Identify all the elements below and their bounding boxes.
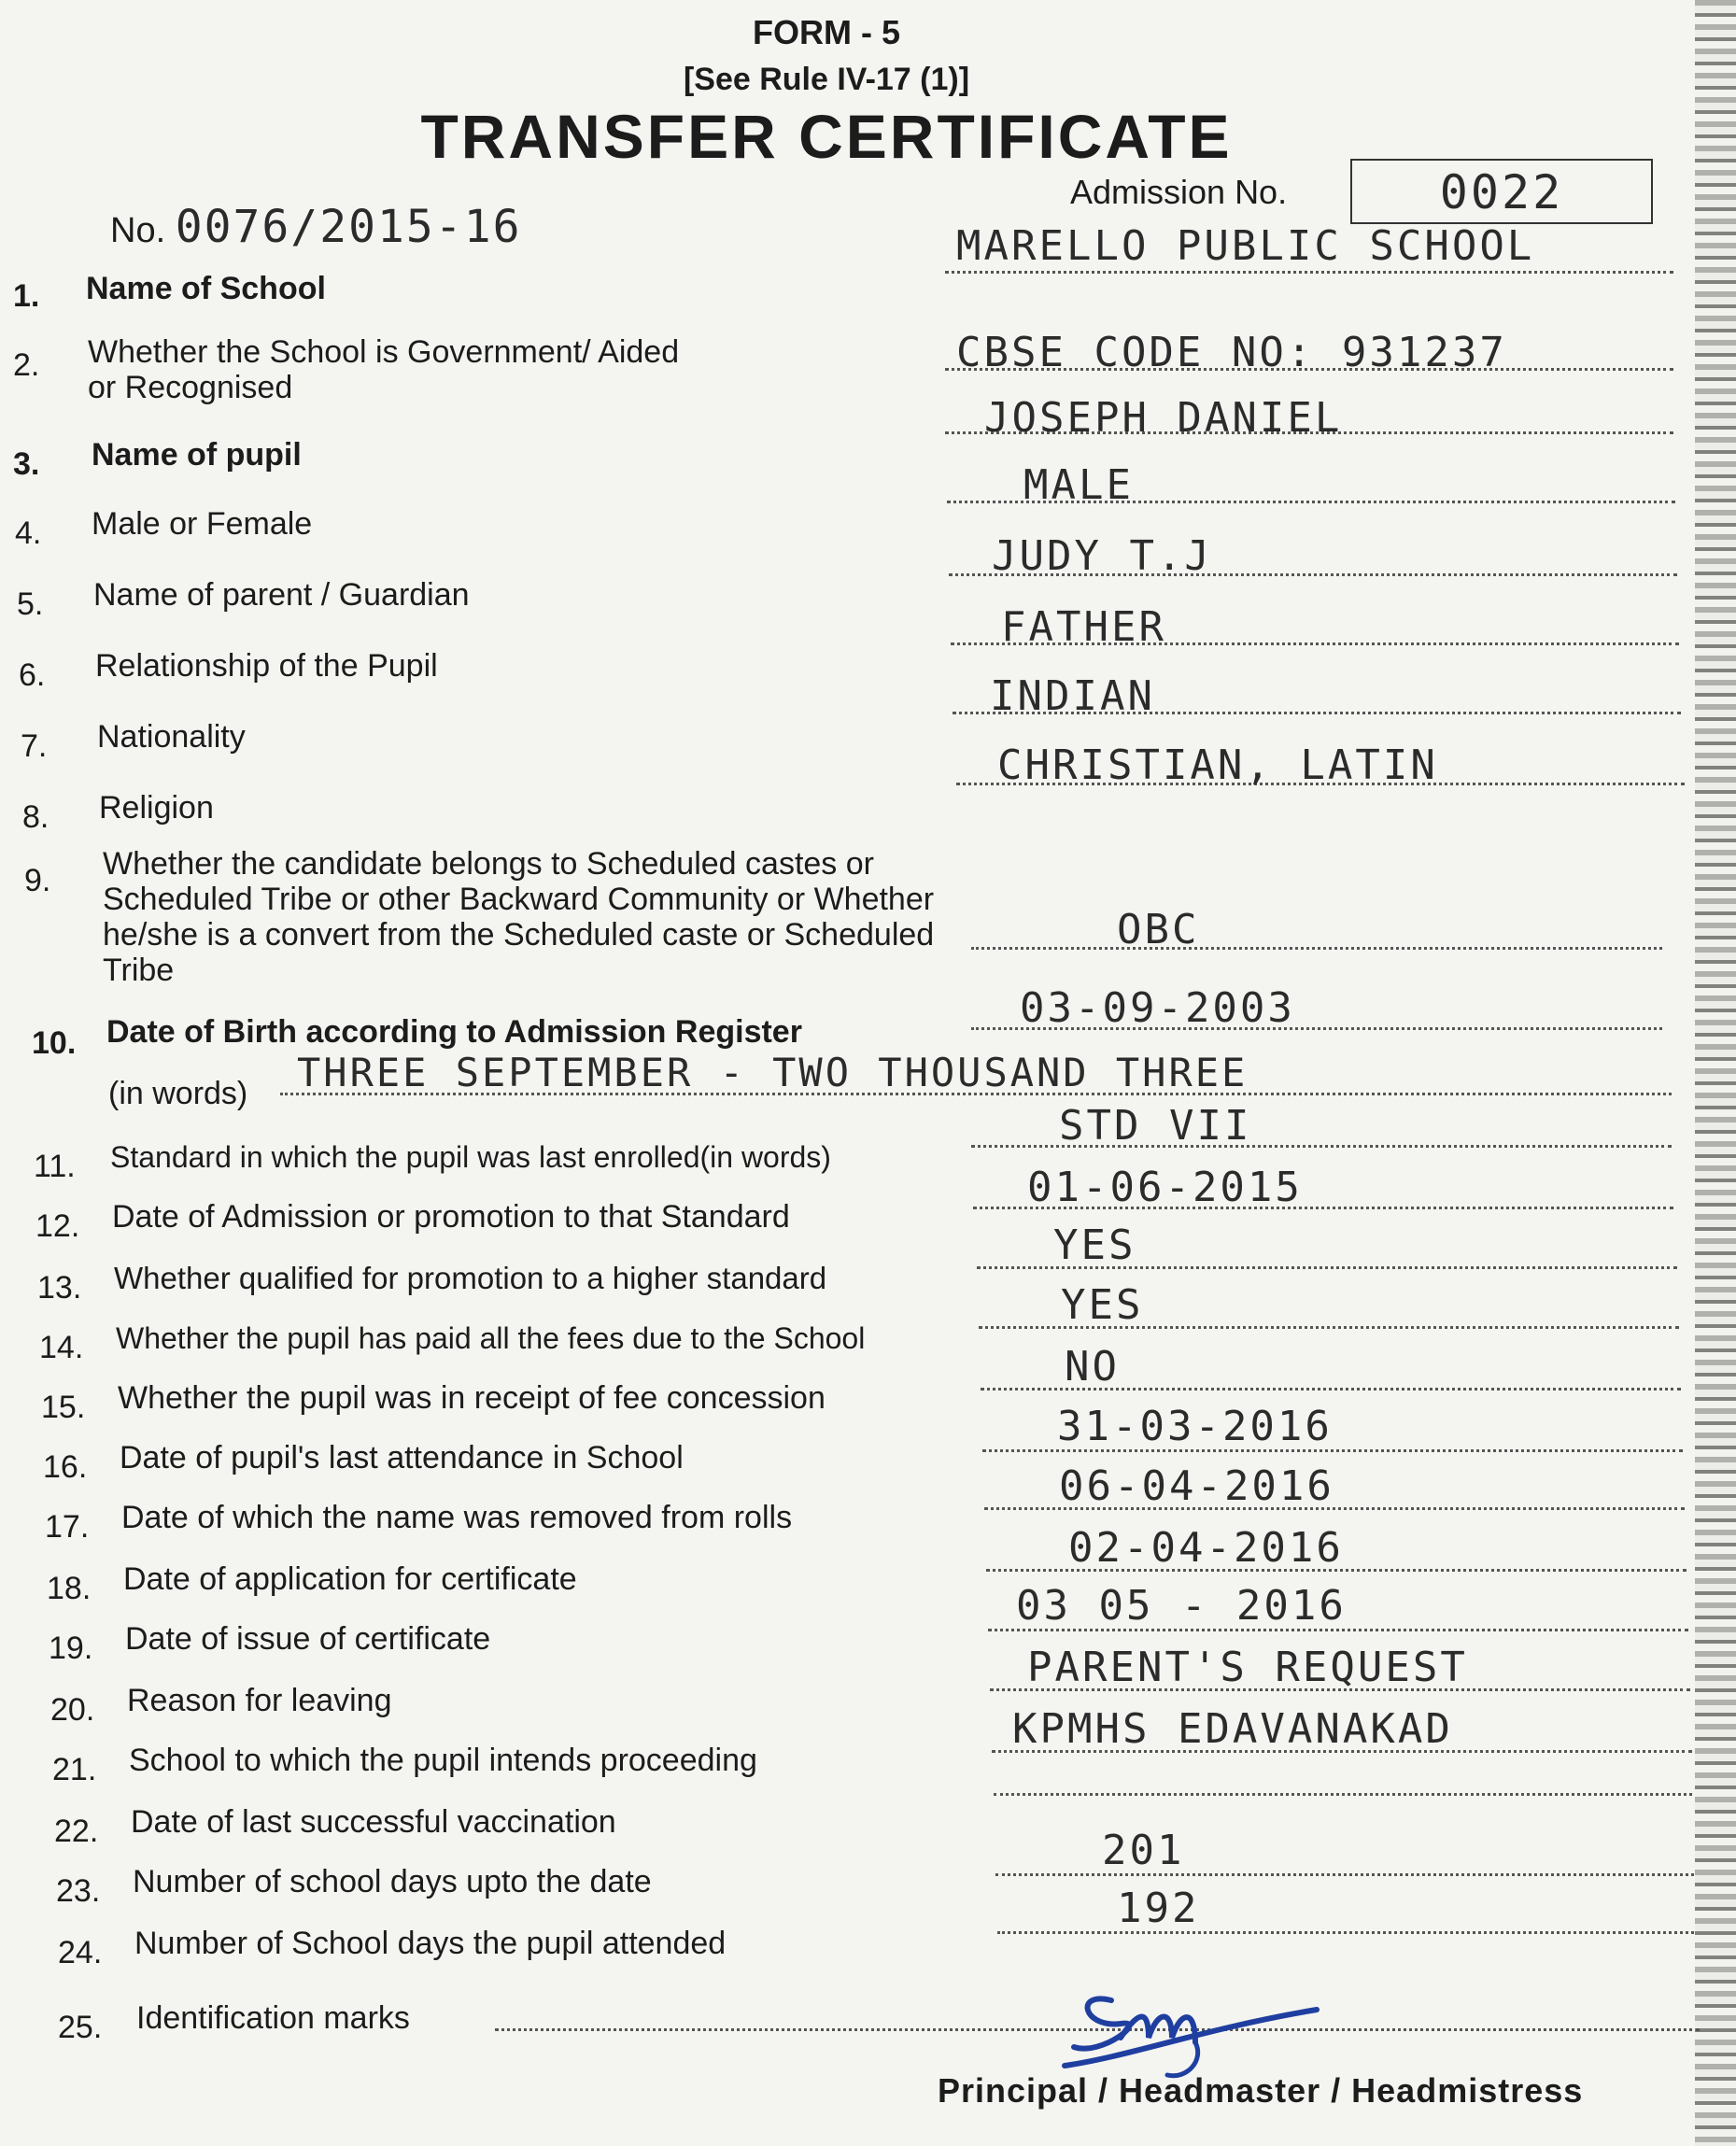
field-value-date-of-birth: 03-09-2003 <box>1020 984 1295 1032</box>
field-label-promotion-qualified: Whether qualified for promotion to a higher standard <box>114 1261 827 1295</box>
field-label-fee-concession: Whether the pupil was in receipt of fee concession <box>118 1380 826 1416</box>
field-value-removed-from-rolls: 06-04-2016 <box>1059 1462 1334 1510</box>
field-number: 5. <box>17 586 44 622</box>
field-value-last-attendance: 31-03-2016 <box>1057 1403 1333 1450</box>
dotted-line <box>971 947 1662 950</box>
field-number: 16. <box>43 1449 88 1485</box>
field-number: 8. <box>22 799 49 835</box>
field-value-issue-date: 03 05 - 2016 <box>1016 1582 1347 1630</box>
field-number: 23. <box>56 1873 101 1909</box>
field-label-days-attended: Number of School days the pupil attended <box>134 1926 727 1961</box>
field-number: 20. <box>50 1692 95 1728</box>
field-label-gender: Male or Female <box>92 506 313 542</box>
field-value-proceeding-school: KPMHS EDAVANAKAD <box>1012 1705 1453 1753</box>
field-number: 22. <box>54 1814 99 1849</box>
field-label-last-attendance: Date of pupil's last attendance in School <box>120 1440 684 1475</box>
field-label-application-date: Date of application for certificate <box>123 1561 577 1597</box>
field-number: 2. <box>13 347 40 383</box>
admission-number-box: 0022 <box>1350 159 1653 224</box>
field-value-dob-in-words: THREE SEPTEMBER - TWO THOUSAND THREE <box>297 1050 1249 1095</box>
field-value-application-date: 02-04-2016 <box>1068 1524 1344 1572</box>
field-value-relationship: FATHER <box>1001 603 1166 651</box>
form-number: FORM - 5 <box>753 13 900 51</box>
field-value-days-attended: 192 <box>1117 1885 1200 1932</box>
field-value-fees-paid: YES <box>1061 1281 1144 1329</box>
field-value-nationality: INDIAN <box>990 672 1155 720</box>
field-number: 18. <box>47 1571 92 1606</box>
field-value-school-type: CBSE CODE NO: 931237 <box>956 329 1507 376</box>
field-number: 1. <box>13 278 40 314</box>
dotted-line <box>994 1793 1692 1796</box>
field-number: 25. <box>58 2010 103 2045</box>
field-label-school-days-total: Number of school days upto the date <box>133 1864 652 1899</box>
field-label-date-of-birth: Date of Birth according to Admission Register <box>106 1014 802 1050</box>
field-value-admission-date: 01-06-2015 <box>1027 1164 1303 1211</box>
field-number: 21. <box>52 1752 97 1787</box>
field-label-school-name: Name of School <box>86 271 326 306</box>
field-value-promotion-qualified: YES <box>1053 1221 1136 1269</box>
field-number: 11. <box>34 1149 76 1184</box>
spiral-binding-edge <box>1695 0 1736 2146</box>
field-number: 15. <box>41 1390 86 1425</box>
dotted-line <box>995 1873 1694 1876</box>
field-value-school-days-total: 201 <box>1102 1827 1185 1874</box>
field-label-proceeding-school: School to which the pupil intends proceeding <box>129 1743 757 1778</box>
field-value-religion: CHRISTIAN, LATIN <box>997 741 1438 789</box>
document-title: TRANSFER CERTIFICATE <box>420 102 1233 171</box>
field-label-school-type: Whether the School is Government/ Aided or Recognised <box>88 334 680 405</box>
field-number: 10. <box>32 1025 77 1061</box>
field-label-pupil-name: Name of pupil <box>92 437 302 473</box>
field-label-last-standard: Standard in which the pupil was last enrolled(in words) <box>110 1140 831 1174</box>
certificate-number-value: 0076/2015-16 <box>175 201 522 253</box>
field-number: 13. <box>37 1270 82 1306</box>
field-number: 7. <box>21 728 48 764</box>
field-label-relationship: Relationship of the Pupil <box>95 648 438 684</box>
signatory-title: Principal / Headmaster / Headmistress <box>938 2071 1584 2110</box>
field-number: 24. <box>58 1935 103 1970</box>
field-label-vaccination-date: Date of last successful vaccination <box>131 1804 616 1840</box>
field-label-removed-from-rolls: Date of which the name was removed from rolls <box>121 1500 793 1535</box>
field-number: 14. <box>39 1330 84 1365</box>
field-label-reason-for-leaving: Reason for leaving <box>127 1683 392 1718</box>
certificate-number <box>110 201 521 253</box>
field-value-reason-for-leaving: PARENT'S REQUEST <box>1027 1644 1468 1691</box>
field-label-dob-in-words: (in words) <box>108 1076 248 1111</box>
dotted-line <box>997 1931 1694 1934</box>
field-label-fees-paid: Whether the pupil has paid all the fees due to the School <box>116 1321 866 1355</box>
field-label-admission-date: Date of Admission or promotion to that Standard <box>112 1199 790 1235</box>
dotted-line <box>945 271 1673 274</box>
handwritten-signature <box>1055 1972 1326 2084</box>
field-number: 3. <box>13 446 40 482</box>
field-number: 9. <box>24 863 51 898</box>
field-value-parent-name: JUDY T.J <box>992 532 1212 580</box>
field-number: 12. <box>35 1208 80 1244</box>
field-value-gender: MALE <box>1023 461 1134 509</box>
field-number: 4. <box>15 515 42 551</box>
rule-reference: [See Rule IV-17 (1)] <box>683 62 970 97</box>
field-label-issue-date: Date of issue of certificate <box>125 1621 491 1657</box>
field-label-caste-category: Whether the candidate belongs to Scheduled castes or Scheduled Tribe or other Backward Community or Whether he/she is a convert from the Scheduled caste or Scheduled Tribe <box>103 846 935 988</box>
field-label-identification-marks: Identification marks <box>136 2000 410 2036</box>
field-value-school-name: MARELLO PUBLIC SCHOOL <box>956 222 1535 270</box>
field-value-fee-concession: NO <box>1065 1343 1120 1391</box>
field-value-last-standard: STD VII <box>1059 1102 1252 1150</box>
field-value-pupil-name: JOSEPH DANIEL <box>984 394 1343 442</box>
field-label-religion: Religion <box>99 790 214 826</box>
admission-number-label: Admission No. <box>1070 173 1288 211</box>
field-label-nationality: Nationality <box>97 719 246 755</box>
field-number: 17. <box>45 1509 90 1545</box>
certificate-number-label: No. <box>110 211 166 250</box>
field-label-parent-name: Name of parent / Guardian <box>93 577 470 613</box>
field-number: 6. <box>19 657 46 693</box>
field-number: 19. <box>49 1631 93 1666</box>
field-value-caste-category: OBC <box>1117 906 1200 953</box>
